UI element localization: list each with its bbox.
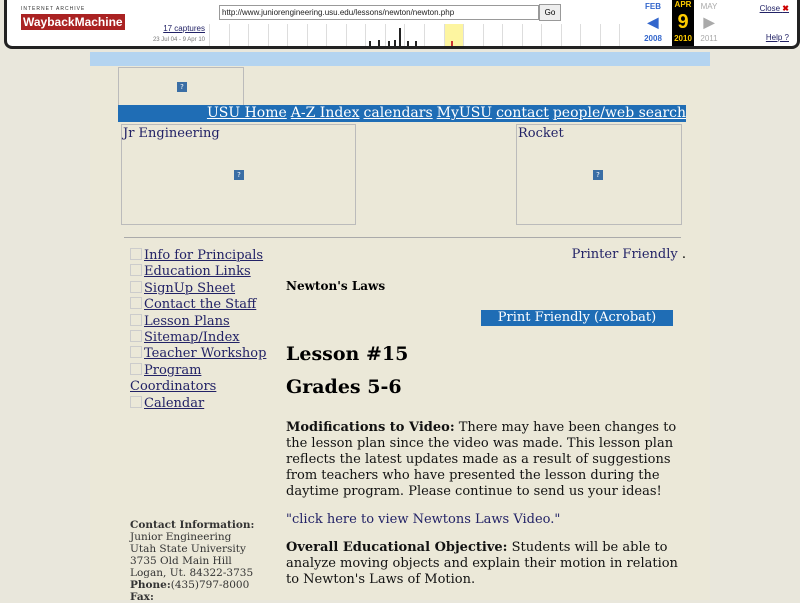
trailing-dot: . (681, 247, 686, 262)
go-button[interactable]: Go (539, 4, 561, 21)
help-link[interactable]: Help ? (765, 33, 789, 42)
nav-a-z-index[interactable]: A-Z Index (290, 105, 360, 121)
sidebar-label: Lesson Plans (144, 313, 230, 329)
objective-text: Students will be able to analyze moving objects and explain their motion in relation to Newton's Laws of Motion. (286, 540, 678, 587)
sidebar-item-calendar[interactable] (130, 396, 280, 412)
print-acrobat-link[interactable]: Print Friendly (Acrobat) (497, 310, 657, 325)
sidebar (130, 248, 280, 412)
phone-label: Phone: (130, 579, 171, 591)
nav-calendars[interactable]: calendars (363, 105, 433, 121)
modifications-paragraph (286, 420, 686, 500)
fax-label: Fax: (130, 591, 154, 603)
page-subtitle: Newton's Laws (286, 279, 386, 293)
sidebar-item-lesson-plans[interactable] (130, 314, 280, 330)
capture-range: 23 Jul 04 - 9 Apr 10 (152, 37, 205, 43)
close-label: Close (759, 4, 781, 13)
sidebar-item-program-coordinators[interactable] (130, 363, 250, 396)
contact-line: Logan, Ut. 84322-3735 (130, 567, 254, 579)
nav-usu-home[interactable]: USU Home (206, 105, 287, 121)
prev-month[interactable]: FEB (645, 2, 661, 11)
prev-year[interactable]: 2008 (644, 34, 662, 43)
wayback-logo[interactable] (21, 6, 123, 30)
wayback-toolbar (4, 0, 800, 49)
nav-myusu[interactable]: MyUSU (436, 105, 493, 121)
rocket-label: Rocket (518, 126, 564, 141)
sidebar-label: SignUp Sheet (144, 280, 236, 296)
sidebar-label: Info for Principals (144, 248, 264, 263)
top-nav (118, 105, 686, 122)
objective-paragraph (286, 540, 686, 588)
rocket-box (516, 124, 682, 225)
next-arrow-icon: ▶ (703, 14, 715, 30)
sidebar-label: Program Coordinators (130, 362, 217, 395)
logo-image-box (118, 67, 244, 107)
contact-line: Junior Engineering (130, 531, 232, 543)
mod-label: Modifications to Video: (286, 420, 455, 435)
prev-arrow-icon[interactable]: ◀ (647, 14, 659, 30)
contact-heading: Contact Information: (130, 519, 255, 531)
sidebar-label: Sitemap/Index (144, 330, 240, 346)
sidebar-item-contact-staff[interactable] (130, 297, 280, 313)
contact-line: Utah State University (130, 543, 246, 555)
top-banner (90, 52, 710, 66)
current-date (672, 0, 694, 46)
cur-day: 9 (677, 11, 689, 33)
jr-engineering-box (121, 124, 356, 225)
sidebar-label: Contact the Staff (144, 297, 257, 313)
printer-friendly-link[interactable]: Printer Friendly (571, 247, 678, 262)
contact-info (130, 519, 254, 603)
cur-month: APR (674, 0, 692, 9)
sidebar-item-teacher-workshop[interactable] (130, 346, 280, 362)
sidebar-label: Teacher Workshop (144, 346, 267, 362)
sidebar-item-signup[interactable] (130, 281, 280, 297)
url-input[interactable]: http://www.juniorengineering.usu.edu/lessons/newton/newton.php (219, 5, 539, 20)
close-icon: ✖ (782, 4, 789, 13)
page-content (90, 52, 710, 603)
logo-top: INTERNET ARCHIVE (21, 6, 86, 12)
sidebar-item-principals[interactable] (130, 248, 280, 264)
logo-main: WaybackMachine (23, 15, 123, 29)
cur-year: 2010 (674, 34, 692, 43)
phone-value: (435)797-8000 (170, 579, 250, 591)
sidebar-label: Calendar (144, 395, 205, 411)
next-month: MAY (700, 2, 718, 11)
divider (124, 237, 681, 238)
contact-line: 3735 Old Main Hill (130, 555, 232, 567)
captures-link[interactable]: 17 captures (163, 24, 205, 33)
sidebar-label: Education Links (144, 264, 251, 280)
grades-heading: Grades 5-6 (286, 376, 402, 398)
nav-contact[interactable]: contact (496, 105, 549, 121)
sidebar-item-education-links[interactable] (130, 264, 280, 280)
capture-histogram[interactable] (209, 24, 639, 46)
jr-engineering-label: Jr Engineering (123, 126, 220, 141)
lesson-heading: Lesson #15 (286, 343, 409, 365)
broken-image-icon: ? (177, 82, 187, 92)
main-body (286, 420, 686, 600)
objective-label: Overall Educational Objective: (286, 540, 508, 555)
video-link[interactable]: "click here to view Newtons Laws Video." (286, 512, 561, 527)
broken-image-icon: ? (234, 170, 244, 180)
nav-people-search[interactable]: people/web search (552, 105, 686, 121)
mod-text: There may have been changes to the lesson plan since the video was made. This lesson plan reflects the latest updates made as a result of suggestions from teachers who have presented the lesson during the daytime program. Please continue to send us your ideas! (286, 420, 677, 499)
close-button[interactable] (760, 4, 789, 13)
sidebar-item-sitemap[interactable] (130, 330, 280, 346)
next-year: 2011 (700, 34, 718, 43)
broken-image-icon: ? (593, 170, 603, 180)
